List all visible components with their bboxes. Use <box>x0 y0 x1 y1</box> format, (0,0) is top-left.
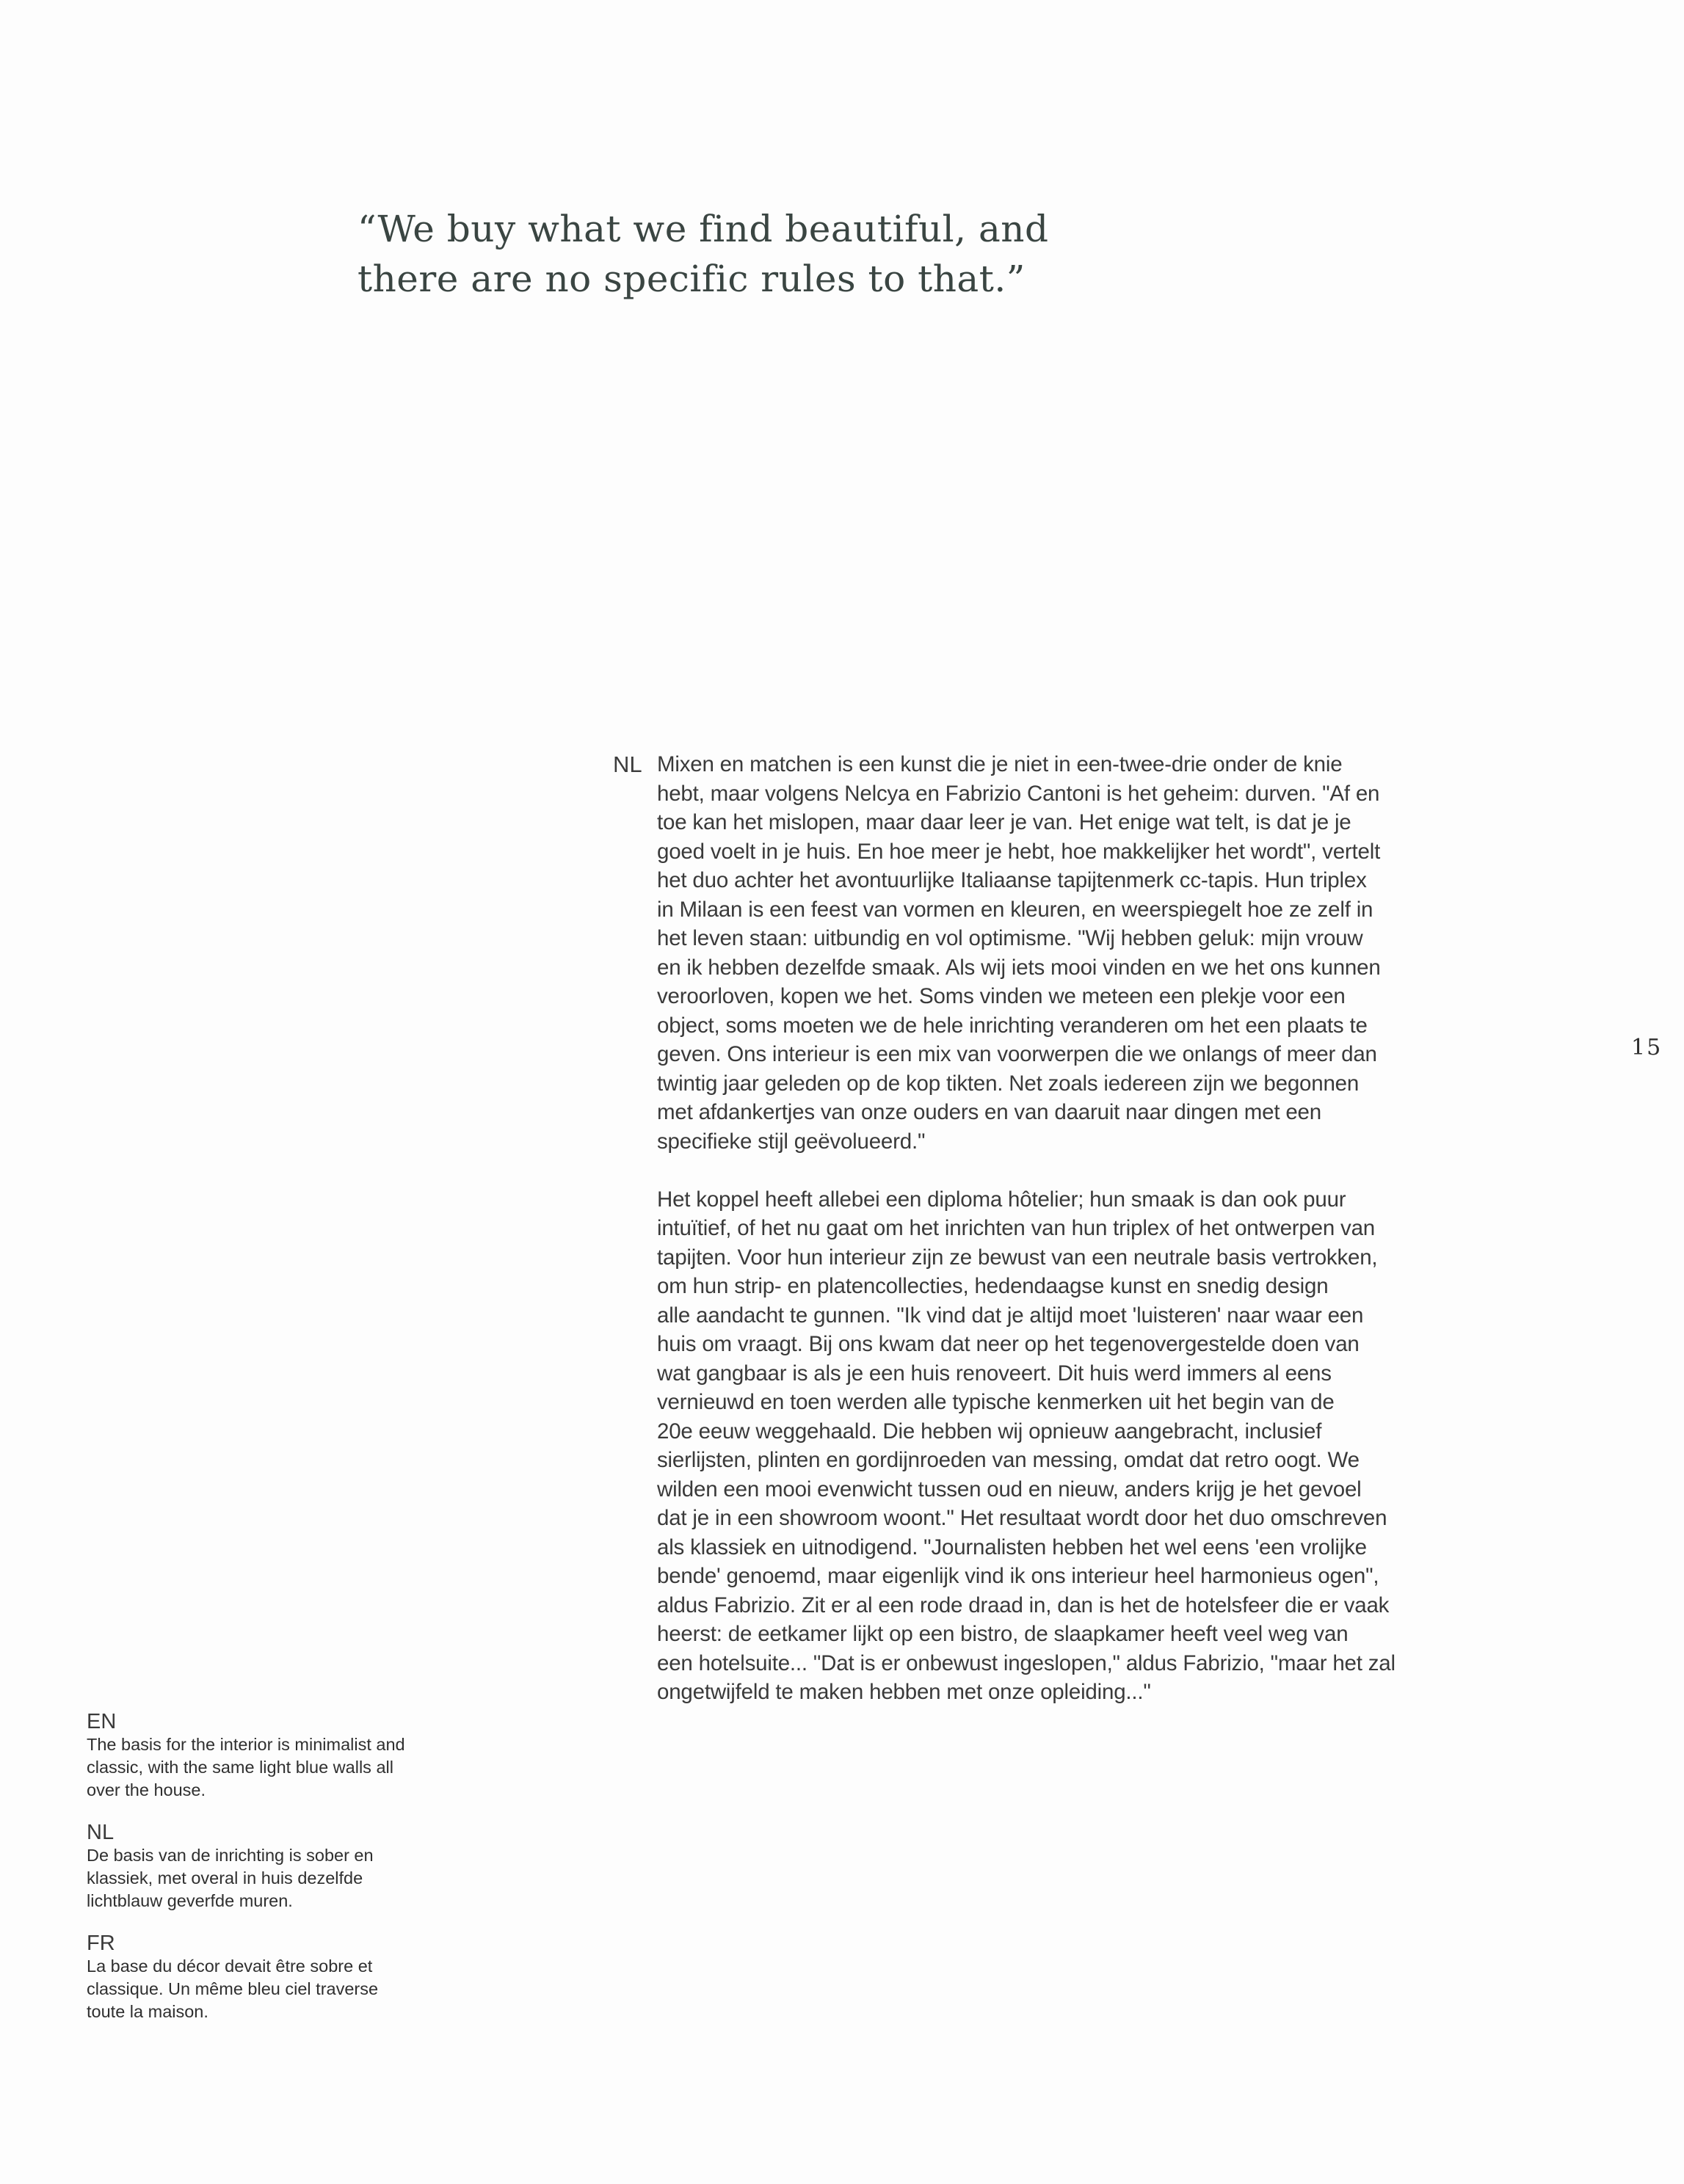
caption-text <box>87 1733 498 1802</box>
text-line: Het koppel heeft allebei een diploma hôtelier; hun smaak is dan ook puur <box>657 1187 1346 1212</box>
article-text <box>657 750 1523 1707</box>
caption-language-label: NL <box>87 1821 115 1844</box>
caption-fr <box>87 1932 498 2023</box>
photo-captions <box>87 1710 498 2042</box>
text-line: heerst: de eetkamer lijkt op een bistro, de slaapkamer heeft veel weg van <box>657 1622 1349 1646</box>
text-line: bende' genoemd, maar eigenlijk vind ik ons interieur heel harmonieus ogen", <box>657 1564 1379 1588</box>
caption-text <box>87 1844 498 1912</box>
text-line: als klassiek en uitnodigend. "Journalisten hebben het wel eens 'een vrolijke <box>657 1535 1367 1559</box>
text-line: in Milaan is een feest van vormen en kleuren, en weerspiegelt hoe ze zelf in <box>657 897 1373 922</box>
caption-language-label: EN <box>87 1710 117 1733</box>
text-line: ongetwijfeld te maken hebben met onze opleiding..." <box>657 1680 1151 1704</box>
text-line: object, soms moeten we de hele inrichting veranderen om het een plaats te <box>657 1013 1368 1038</box>
text-line: tapijten. Voor hun interieur zijn ze bewust van een neutrale basis vertrokken, <box>657 1245 1378 1270</box>
text-line: dat je in een showroom woont." Het resultaat wordt door het duo omschreven <box>657 1506 1387 1530</box>
text-line: en ik hebben dezelfde smaak. Als wij iets mooi vinden en we het ons kunnen <box>657 955 1381 980</box>
caption-line: The basis for the interior is minimalist and <box>87 1735 405 1754</box>
paragraph-2 <box>657 1185 1523 1707</box>
caption-line: classic, with the same light blue walls all <box>87 1758 393 1777</box>
caption-nl <box>87 1821 498 1912</box>
caption-line: classique. Un même bleu ciel traverse <box>87 1979 379 1998</box>
text-line: sierlijsten, plinten en gordijnroeden van messing, omdat dat retro oogt. We <box>657 1448 1360 1472</box>
text-line: het duo achter het avontuurlijke Italiaanse tapijtenmerk cc-tapis. Hun triplex <box>657 868 1367 892</box>
paragraph-1 <box>657 750 1523 1156</box>
caption-line: De basis van de inrichting is sober en <box>87 1846 374 1865</box>
text-line: toe kan het mislopen, maar daar leer je van. Het enige wat telt, is dat je je <box>657 810 1351 834</box>
text-line: Mixen en matchen is een kunst die je niet in een-twee-drie onder de knie <box>657 752 1343 776</box>
text-line: goed voelt in je huis. En hoe meer je hebt, hoe makkelijker het wordt", vertelt <box>657 839 1381 864</box>
caption-line: La base du décor devait être sobre et <box>87 1956 373 1976</box>
pull-quote-line: there are no specific rules to that.” <box>358 258 1026 300</box>
text-line: veroorloven, kopen we het. Soms vinden we meteen een plekje voor een <box>657 984 1346 1008</box>
caption-line: over the house. <box>87 1780 206 1799</box>
text-line: wat gangbaar is als je een huis renoveert. Dit huis werd immers al eens <box>657 1361 1332 1386</box>
text-line: hebt, maar volgens Nelcya en Fabrizio Cantoni is het geheim: durven. "Af en <box>657 781 1380 806</box>
text-line: huis om vraagt. Bij ons kwam dat neer op het tegenovergestelde doen van <box>657 1332 1360 1356</box>
page-number: 15 <box>1631 1035 1663 1060</box>
text-line: specifieke stijl geëvolueerd." <box>657 1129 926 1154</box>
caption-language-label: FR <box>87 1932 115 1955</box>
text-line: het leven staan: uitbundig en vol optimisme. "Wij hebben geluk: mijn vrouw <box>657 926 1363 950</box>
caption-en <box>87 1710 498 1802</box>
text-line: vernieuwd en toen werden alle typische kenmerken uit het begin van de <box>657 1390 1335 1414</box>
pull-quote-line: “We buy what we find beautiful, and <box>358 208 1049 250</box>
caption-line: lichtblauw geverfde muren. <box>87 1891 293 1910</box>
text-line: een hotelsuite... "Dat is er onbewust ingeslopen," aldus Fabrizio, "maar het zal <box>657 1650 1396 1675</box>
text-line: alle aandacht te gunnen. "Ik vind dat je altijd moet 'luisteren' naar waar een <box>657 1303 1364 1328</box>
text-line: twintig jaar geleden op de kop tikten. Net zoals iedereen zijn we begonnen <box>657 1071 1360 1096</box>
caption-line: klassiek, met overal in huis dezelfde <box>87 1868 363 1888</box>
language-tag: NL <box>613 751 642 777</box>
pull-quote <box>358 204 1238 304</box>
text-line: geven. Ons interieur is een mix van voorwerpen die we onlangs of meer dan <box>657 1042 1377 1066</box>
text-line: intuïtief, of het nu gaat om het inrichten van hun triplex of het ontwerpen van <box>657 1216 1375 1240</box>
text-line: wilden een mooi evenwicht tussen oud en nieuw, anders krijg je het gevoel <box>657 1477 1362 1502</box>
text-line: om hun strip- en platencollecties, hedendaagse kunst en snedig design <box>657 1274 1329 1298</box>
caption-text <box>87 1955 498 2023</box>
text-line: 20e eeuw weggehaald. Die hebben wij opnieuw aangebracht, inclusief <box>657 1419 1322 1444</box>
article-body <box>613 750 1523 1707</box>
caption-line: toute la maison. <box>87 2002 208 2021</box>
text-line: aldus Fabrizio. Zit er al een rode draad in, dan is het de hotelsfeer die er vaak <box>657 1592 1390 1617</box>
text-line: met afdankertjes van onze ouders en van daaruit naar dingen met een <box>657 1100 1321 1124</box>
